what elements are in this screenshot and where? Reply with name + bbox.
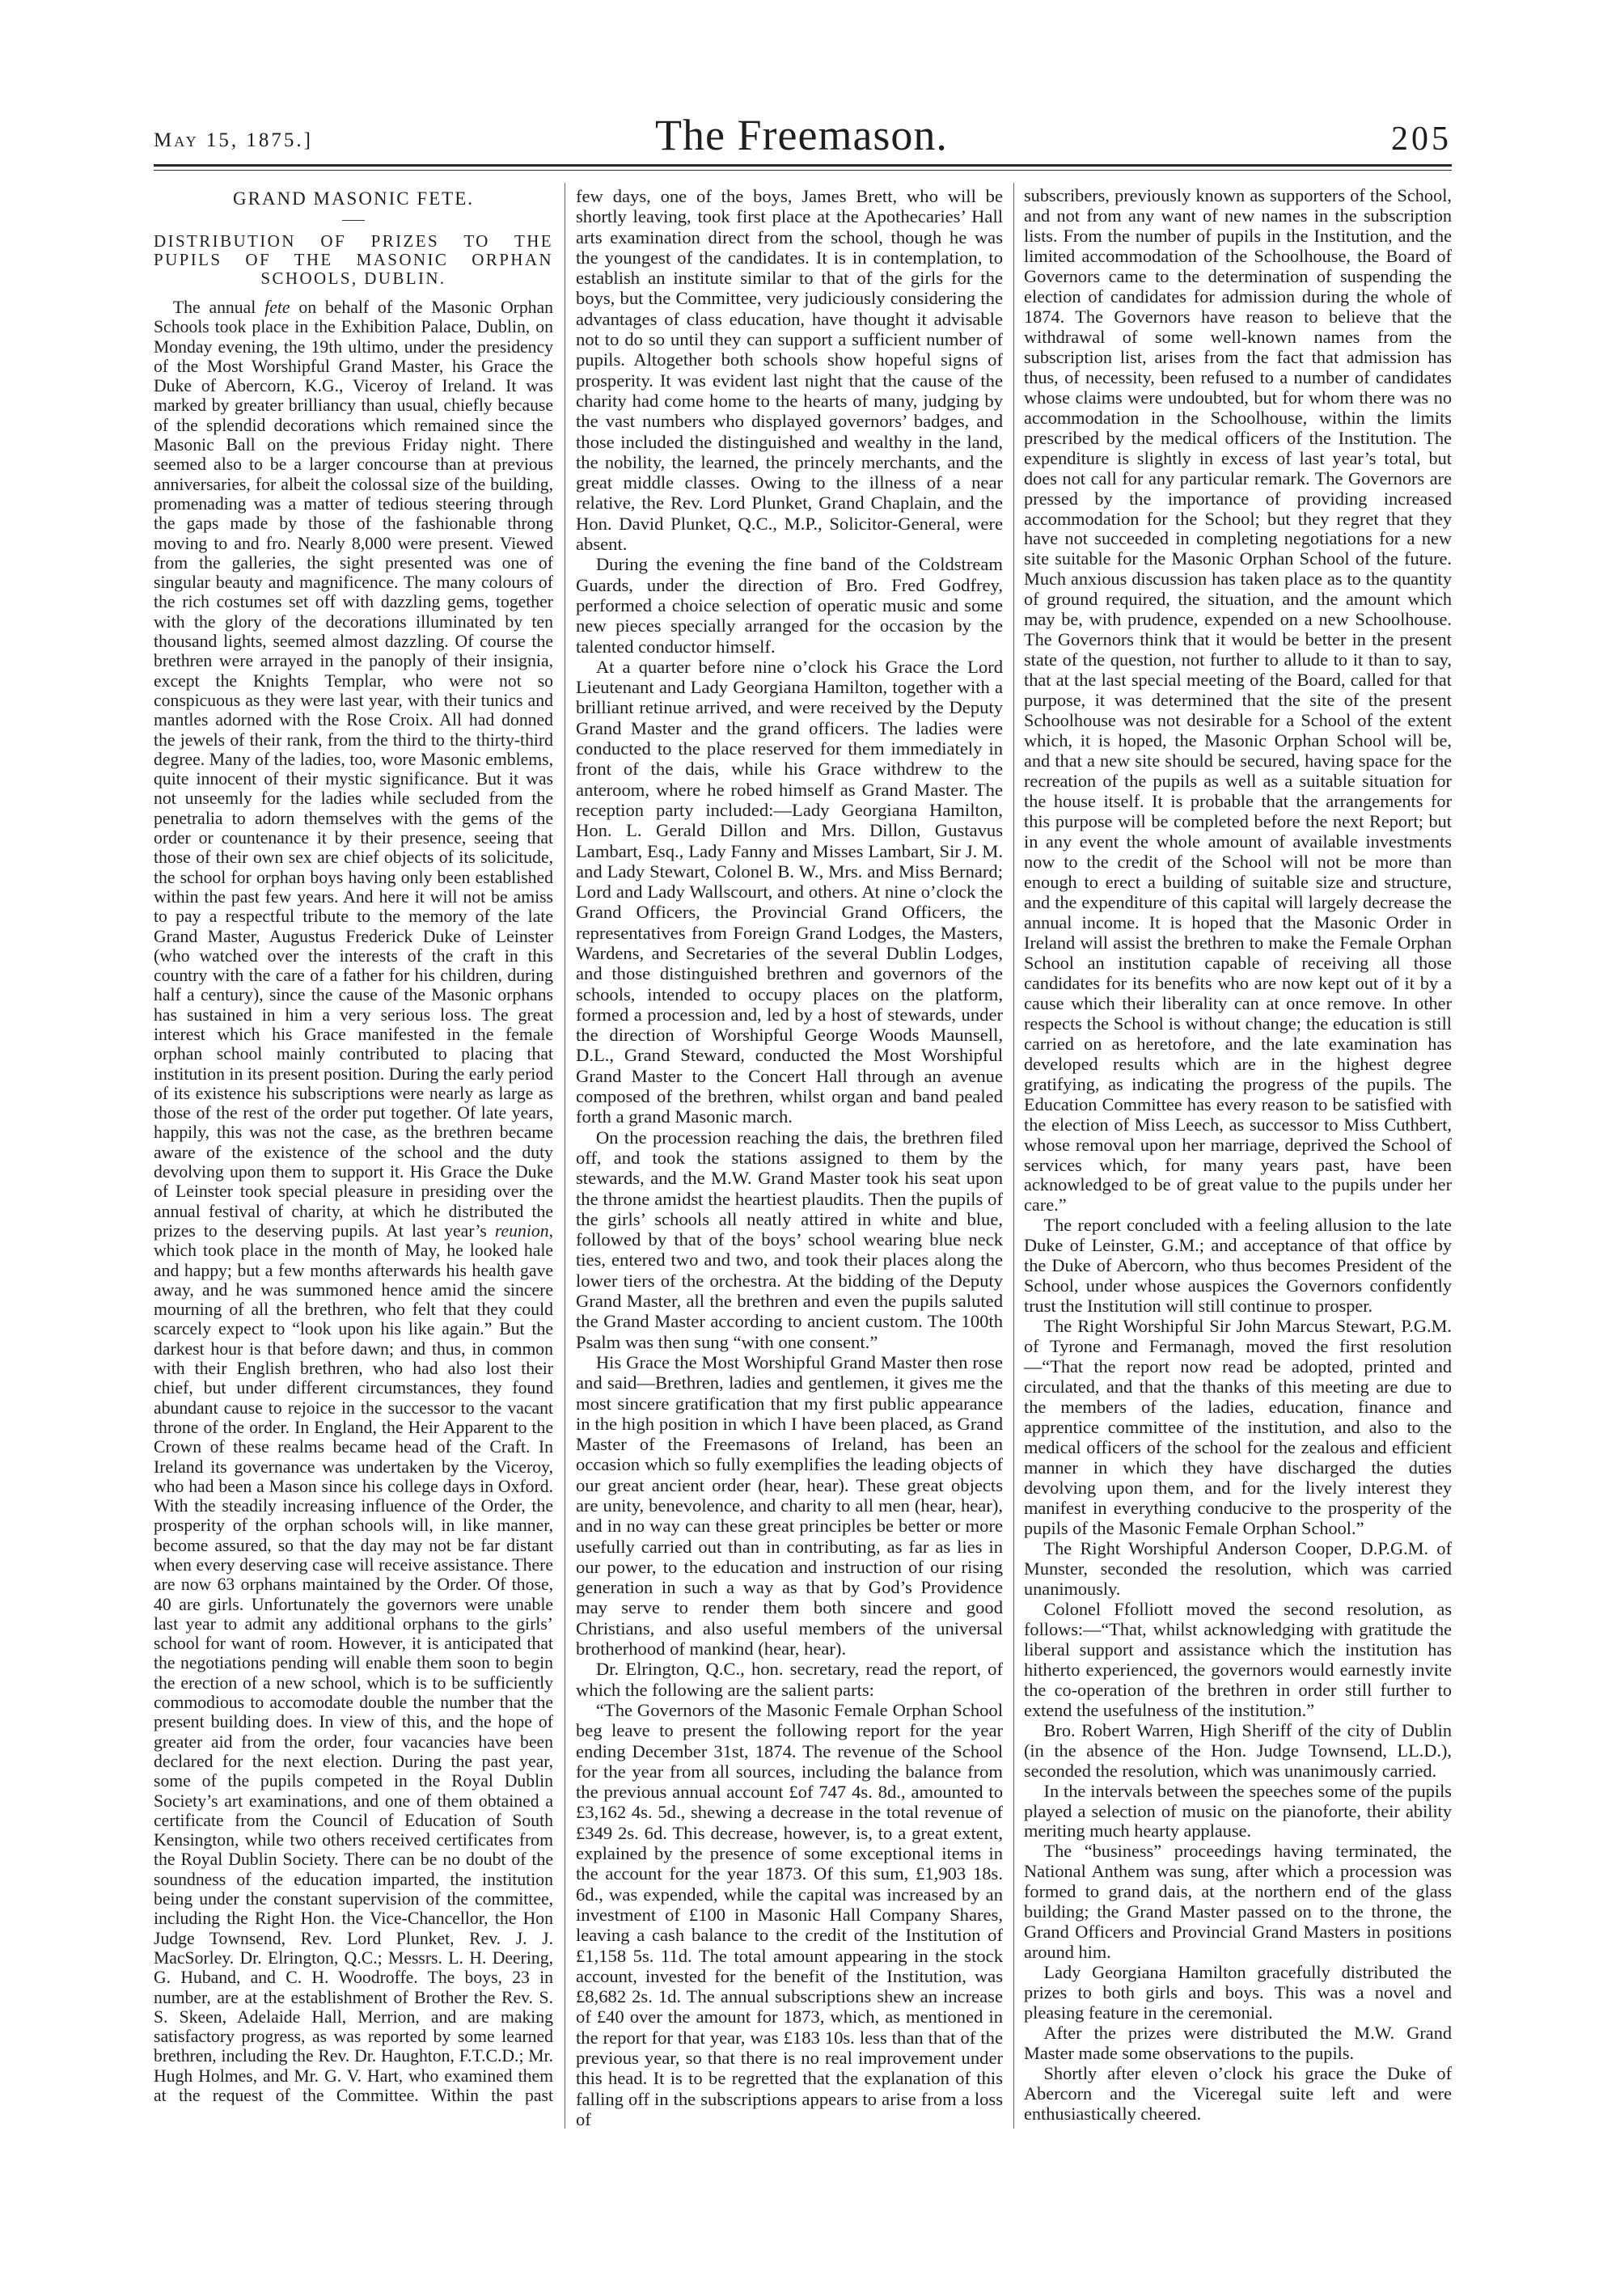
italic-text: reunion bbox=[494, 1220, 549, 1241]
paragraph-continued bbox=[1024, 186, 1452, 1216]
column-2 bbox=[576, 186, 1003, 2130]
paragraph bbox=[154, 298, 553, 2105]
text-run: During the evening the fine band of the Coldstream Guards, under the direction of Bro. Fred Godfrey, performed a choice selection of operatic music and some new pieces specially arranged for the occasion by the talented conductor himself. bbox=[576, 554, 1003, 657]
text-run: , which took place in the month of May, he looked hale and happy; but a few months afterwards his health gave away, and he was summoned hence amid the sincere mourning of all the brethren, who felt that they could scarcely expect to “look upon his like again.” But the darkest hour is that before dawn; and thus, in common with their English brethren, who had also lost their chief, but under different circumstances, they found abundant cause to rejoice in the successor to the vacant throne of the order. In England, the Heir Apparent to the Crown of these realms became head of the Craft. In Ireland its governance was undertaken by the Viceroy, who had been a Mason since his college days in Oxford. With the steadily increasing influence of the Order, the prosperity of the orphan schools will, in like manner, become assured, so that the day may not be far distant when every deserving case will receive assistance. There are now 63 orphans maintained by the Order. Of those, 40 are girls. Unfortunately the governors were unable last year to admit any additional orphans to the girls’ school for want of room. However, it is anticipated that the negotiations pending will enable them soon to begin the erection of a new school, which is to be sufficiently commodious to accomodate double the number that the present building does. In view of this, and the hope of greater aid from the order, four vacancies have been declared for the next election. During the past year, some of the pupils competed in the Royal Dublin Society’s art examinations, and one of them obtained a certificate from the Council of Education of South Kensington, while two others received certificates from the Royal Dublin Society. There can be no doubt of the soundness of the education imparted, the institution being under the constant supervision of the committee, including the Right Hon. the Vice-Chancellor, the Hon Judge Townsend, Rev. Lord Plunket, Rev. J. J. MacSorley. Dr. Elrington, Q.C.; Messrs. L. H. Deering, G. Huband, and C. H. Woodroffe. The boys, 23 in number, are at the establishment of Brother the Rev. S. S. Skeen, Adelaide Hall, Merrion, and are making satisfactory progress, as was reported by some learned brethren, including the Rev. Dr. Haughton, F.T.C.D.; Mr. Hugh Holmes, and Mr. G. V. Hart, who examined them at the request of the Committee. Within the past bbox=[154, 1220, 553, 2106]
paragraph bbox=[576, 1659, 1003, 1700]
text-run: In the intervals between the speeches some of the pupils played a selection of music on the pianoforte, their ability meriting much hearty applause. bbox=[1024, 1780, 1452, 1841]
text-run: The Right Worshipful Anderson Cooper, D.P.G.M. of Munster, seconded the resolution, which was carried unanimously. bbox=[1024, 1537, 1452, 1599]
masthead-date: May 15, 1875.] bbox=[154, 129, 313, 151]
column-1 bbox=[154, 186, 553, 2130]
paragraph bbox=[1024, 1317, 1452, 1539]
text-run: Shortly after eleven o’clock his grace the Duke of Abercorn and the Viceregal suite left and were enthusiastically cheered. bbox=[1024, 2063, 1452, 2125]
text-run: Lady Georgiana Hamilton gracefully distributed the prizes to both girls and boys. This was a novel and pleasing feature in the ceremonial. bbox=[1024, 1962, 1452, 2023]
column-3-body bbox=[1024, 186, 1452, 2125]
paragraph bbox=[576, 1127, 1003, 1352]
paragraph bbox=[1024, 2064, 1452, 2125]
paragraph bbox=[1024, 1600, 1452, 1721]
paragraph bbox=[1024, 1539, 1452, 1600]
paragraph bbox=[576, 554, 1003, 656]
column-divider bbox=[1013, 183, 1014, 2129]
text-run: Colonel Ffolliott moved the second resolution, as follows:—“That, whilst acknowledging with gratitude the liberal support and assistance which the institution has hitherto experienced, the governors would earnestly invite the co-operation of the brethren in order still further to extend the usefulness of the institution.” bbox=[1024, 1598, 1452, 1720]
paragraph bbox=[1024, 1782, 1452, 1842]
text-run: Dr. Elrington, Q.C., hon. secretary, read the report, of which the following are the salient parts: bbox=[576, 1659, 1003, 1700]
masthead-rule-thin bbox=[154, 170, 1452, 171]
text-run: few days, one of the boys, James Brett, who will be shortly leaving, took first place at the Apothecaries’ Hall arts examination direct from the school, though he was the youngest of the candidates. It is in contemplation, to establish an institute similar to that of the girls for the boys, but the Committee, very judiciously considering the advantages of class education, have thought it advisable not to do so until they can support a sufficient number of pupils. Altogether both schools show hopeful signs of prosperity. It was evident last night that the cause of the charity had come home to the hearts of many, judging by the vast numbers who displayed governors’ badges, and those included the distinguished and wealthy in the land, the nobility, the learned, the princely merchants, and the great middle classes. Owing to the illness of a near relative, the Rev. Lord Plunket, Grand Chaplain, and the Hon. David Plunket, Q.C., M.P., Solicitor-General, were absent. bbox=[576, 186, 1003, 555]
paragraph-continued bbox=[576, 186, 1003, 554]
paragraph bbox=[1024, 1963, 1452, 2023]
column-3 bbox=[1024, 186, 1452, 2130]
page-number: 205 bbox=[1391, 121, 1452, 158]
text-run: on behalf of the Masonic Orphan Schools took place in the Exhibition Palace, Dublin, on Monday evening, the 19th ultimo, under the presidency of the Most Worshipful Grand Master, his Grace the Duke of Abercorn, K.G., Viceroy of Ireland. It was marked by greater brilliancy than usual, chiefly because of the splendid decorations which remained since the Masonic Ball on the previous Friday night. There seemed also to be a larger concourse than at previous anniversaries, for albeit the colossal size of the building, promenading was a matter of tedious steering through the gaps made by those of the fashionable throng moving to and fro. Nearly 8,000 were present. Viewed from the galleries, the sight presented was one of singular beauty and magnificence. The many colours of the rich costumes set off with dazzling gems, together with the glory of the decorations illuminated by ten thousand lights, seemed almost dazzling. Of course the brethren were arrayed in the panoply of their insignia, except the Knights Templar, who were not so conspicuous as they were last year, with their tunics and mantles adorned with the Rose Croix. All had donned the jewels of their rank, from the third to the thirty-third degree. Many of the ladies, too, wore Masonic emblems, quite innocent of their mystic significance. But it was not unseemly for the ladies while secluded from the penetralia to adorn themselves with the gems of the order or countenance it by their presence, seeing that those of their own sex are chief objects of its solicitude, the school for orphan boys having only been established within the past few years. And here it will not be amiss to pay a respectful tribute to the memory of the late Grand Master, Augustus Frederick Duke of Leinster (who watched over the interests of the craft in this country with the care of a father for his children, during half a century), since the cause of the Masonic orphans has sustained in him a very serious loss. The great interest which his Grace manifested in the female orphan school mainly contributed to placing that institution in its present position. During the early period of its existence his subscriptions were nearly as large as those of the rest of the order put together. Of late years, happily, this was not the case, as the brethren became aware of the existence of the school and the duty devolving upon them to support it. His Grace the Duke of Leinster took special pleasure in presiding over the annual festival of charity, at which he distributed the prizes to the deserving pupils. At last year’s bbox=[154, 298, 553, 1241]
italic-text: fete bbox=[264, 298, 290, 317]
text-run: On the procession reaching the dais, the brethren filed off, and took the stations assigned to them by the stewards, and the M.W. Grand Master took his seat upon the throne amidst the heartiest plaudits. Then the pupils of the girls’ schools all neatly attired in white and blue, followed by that of the boys’ school wearing blue neck ties, entered two and two, and took their places along the lower tiers of the orchestra. At the bidding of the Deputy Grand Master, all the brethren and even the pupils saluted the Grand Master according to ancient custom. The 100th Psalm was then sung “with one consent.” bbox=[576, 1127, 1003, 1352]
text-run: The “business” proceedings having terminated, the National Anthem was sung, after which a procession was formed to grand dais, at the northern end of the glass building; the Grand Master passed on to the throne, the Grand Officers and Provincial Grand Masters in positions around him. bbox=[1024, 1841, 1452, 1963]
masthead-title: The Freemason. bbox=[655, 111, 948, 159]
column-2-body bbox=[576, 186, 1003, 2129]
text-run: “The Governors of the Masonic Female Orphan School beg leave to present the following report for the year ending December 31st, 1874. The revenue of the School for the year from all sources, including the balance from the previous annual account £of 747 4s. 8d., amounted to £3,162 4s. 5d., shewing a decrease in the total revenue of £349 2s. 6d. This decrease, however, is, to a great extent, explained by the presence of some exceptional items in the account for the year 1873. Of this sum, £1,903 18s. 6d., was expended, while the capital was increased by an investment of £100 in Masonic Hall Company Shares, leaving a cash balance to the credit of the Institution of £1,158 5s. 11d. The total amount appearing in the stock account, invested for the benefit of the Institution, was £8,682 2s. 1d. The annual subscriptions shew an increase of £40 over the amount for 1873, which, as mentioned in the report for that year, was £183 10s. less than that of the previous year, so that there is no real improvement under this head. It is to be regretted that the explanation of this falling off in the subscriptions appears to arise from a loss of bbox=[576, 1699, 1003, 2129]
text-run: subscribers, previously known as supporters of the School, and not from any want of new names in the subscription lists. From the number of pupils in the Institution, and the limited accommodation of the Schoolhouse, the Board of Governors came to the determination of suspending the election of candidates for admission during the whole of 1874. The Governors have reason to believe that the withdrawal of some well-known names from the subscription list, arises from the fact that admission has thus, of necessity, been refused to a number of candidates whose claims were undoubted, but for whom there was no accommodation in the Schoolhouse, within the limits prescribed by the medical officers of the Institution. The expenditure is slightly in excess of last year’s total, but does not call for any particular remark. The Governors are pressed by the importance of providing increased accommodation for the School; but they regret that they have not succeeded in completing negotiations for a new site suitable for the Masonic Orphan School of the future. Much anxious discussion has taken place as to the quantity of ground required, the situation, and the amount which may be, with prudence, expended on a new Schoolhouse. The Governors think that it would be better in the present state of the question, not further to allude to it than to say, that at the last special meeting of the Board, called for that purpose, it was determined that the site of the present Schoolhouse was not desirable for a School of the extent which, it is hoped, the Masonic Orphan School will be, and that a new site should be secured, having space for the recreation of the pupils as well as a suitable situation for the house itself. It is probable that the arrangements for this purpose will be completed before the next Report; but in any event the whole amount of available investments now to the credit of the School will not be more than enough to erect a building of suitable size and structure, and the expenditure of this capital will largely decrease the annual income. It is hoped that the Masonic Order in Ireland will assist the brethren to make the Female Orphan School an institution capable of receiving all those candidates for its benefits who are now kept out of it by a cause which their liberality can at once remove. In other respects the School is without change; the education is still carried on as heretofore, and the late examination has developed results which are in the highest degree gratifying, as indicating the progress of the pupils. The Education Committee has every reason to be satisfied with the election of Miss Leech, as successor to Miss Cuthbert, whose removal upon her marriage, deprived the School of services which, for many years past, have been acknowledged to be of great value to the pupils under her care.” bbox=[1024, 186, 1452, 1216]
paragraph bbox=[1024, 1721, 1452, 1782]
paragraph bbox=[576, 1352, 1003, 1659]
headline-rule bbox=[342, 220, 365, 221]
text-run: His Grace the Most Worshipful Grand Master then rose and said—Brethren, ladies and gentlemen, it gives me the most sincere gratification that my first public appearance in the high position in which I have been placed, as Grand Master of the Freemasons of Ireland, has been an occasion which so fully exemplifies the leading objects of our great ancient order (hear, hear). These great objects are unity, benevolence, and charity to all men (hear, hear), and in no way can these great principles be better or more usefully carried out than in contributing, as far as lies in our power, to the education and instruction of our rising generation in such a way as that by God’s Providence may serve to render them both sincere and good Christians, and also useful members of the universal brotherhood of mankind (hear, hear). bbox=[576, 1351, 1003, 1660]
paragraph bbox=[576, 657, 1003, 1127]
text-run: After the prizes were distributed the M.W. Grand Master made some observations to the pupils. bbox=[1024, 2023, 1452, 2064]
masthead-rule bbox=[154, 164, 1452, 167]
text-run: The annual bbox=[172, 298, 265, 317]
article-subheadline: DISTRIBUTION OF PRIZES TO THE PUPILS OF THE MASONIC ORPHAN SCHOOLS, DUBLIN. bbox=[154, 231, 553, 288]
text-run: The report concluded with a feeling allusion to the late Duke of Leinster, G.M.; and acceptance of that office by the Duke of Abercorn, who thus becomes President of the School, under whose auspices the Governors confidently trust the Institution will still continue to prosper. bbox=[1024, 1215, 1452, 1317]
text-run: The Right Worshipful Sir John Marcus Stewart, P.G.M. of Tyrone and Fermanagh, moved the first resolution—“That the report now read be adopted, printed and circulated, and that the thanks of this meeting are due to the members of the ladies, education, finance and apprentice committee of the institution, and also to the medical officers of the school for the zealous and efficient manner in which they have discharged the duties devolving upon them, and for the lively interest they manifest in everything conducive to the prosperity of the pupils of the Masonic Female Orphan School.” bbox=[1024, 1316, 1452, 1538]
text-run: Bro. Robert Warren, High Sheriff of the city of Dublin (in the absence of the Hon. Judge Townsend, LL.D.), seconded the resolution, which was unanimously carried. bbox=[1024, 1719, 1452, 1781]
column-1-body bbox=[154, 298, 553, 2105]
paragraph bbox=[1024, 2023, 1452, 2064]
text-run: At a quarter before nine o’clock his Grace the Lord Lieutenant and Lady Georgiana Hamilton, together with a brilliant retinue arrived, and were received by the Deputy Grand Master and the grand officers. The ladies were conducted to the place reserved for them immediately in front of the dais, while his Grace withdrew to the anteroom, where he robed himself as Grand Master. The reception party included:—Lady Georgiana Hamilton, Hon. L. Gerald Dillon and Mrs. Dillon, Gustavus Lambart, Esq., Lady Fanny and Misses Lambart, Sir J. M. and Lady Stewart, Colonel B. W., Mrs. and Miss Bernard; Lord and Lady Wallscourt, and others. At nine o’clock the Grand Officers, the Provincial Grand Officers, the representatives from Foreign Grand Lodges, the Masters, Wardens, and Secretaries of the several Dublin Lodges, and those distinguished brethren and governors of the schools, intended to occupy places on the platform, formed a procession and, led by a host of stewards, under the direction of Worshipful George Woods Maunsell, D.L., Grand Steward, conducted the Most Worshipful Grand Master to the Concert Hall through an avenue composed of the brethren, whilst organ and band pealed forth a grand Masonic march. bbox=[576, 656, 1003, 1127]
article-headline: GRAND MASONIC FETE. bbox=[232, 188, 475, 209]
paragraph bbox=[1024, 1216, 1452, 1317]
paragraph bbox=[576, 1700, 1003, 2129]
paragraph bbox=[1024, 1841, 1452, 1963]
